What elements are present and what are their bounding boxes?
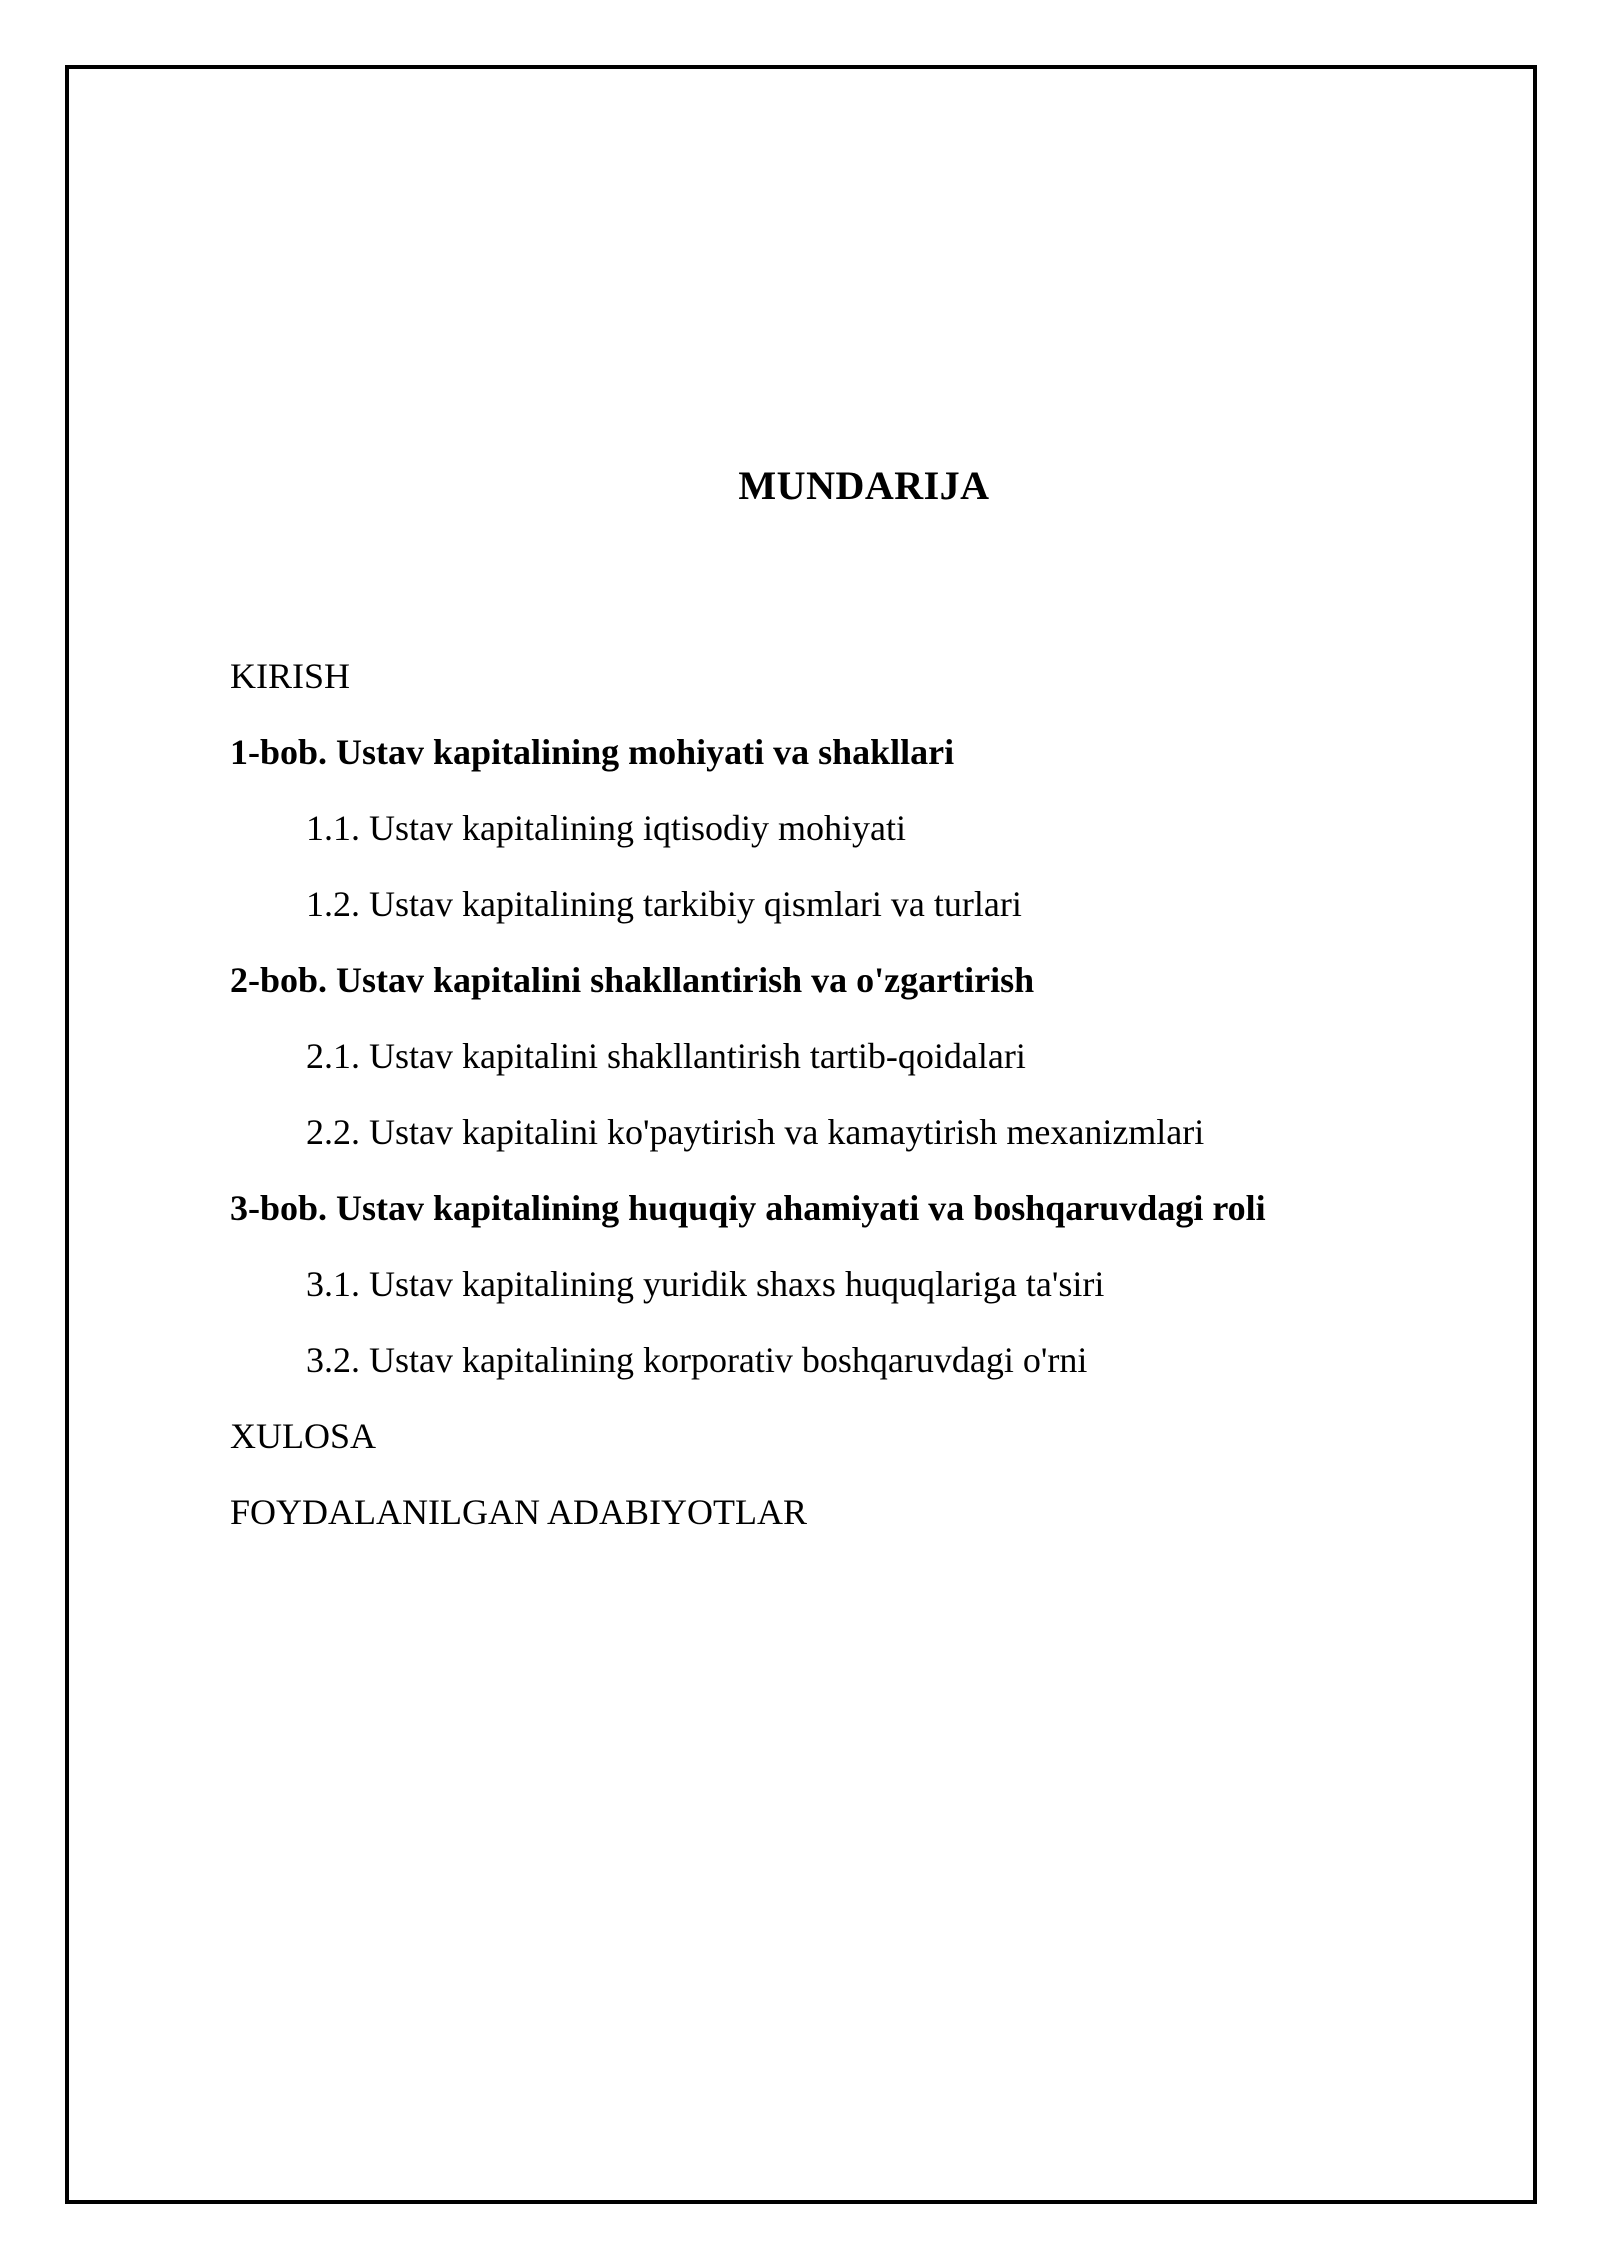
toc-entry-references: FOYDALANILGAN ADABIYOTLAR xyxy=(230,1492,807,1532)
toc-entry-section-2-2: 2.2. Ustav kapitalini ko'paytirish va kamaytirish mexanizmlari xyxy=(306,1112,1205,1152)
toc-entry-section-3-1: 3.1. Ustav kapitalining yuridik shaxs huquqlariga ta'siri xyxy=(306,1264,1105,1304)
table-of-contents xyxy=(230,638,1490,1550)
page-title: MUNDARIJA xyxy=(738,463,990,508)
toc-entry-chapter-3: 3-bob. Ustav kapitalining huquqiy ahamiyati va boshqaruvdagi roli xyxy=(230,1188,1266,1228)
toc-entry-section-1-1: 1.1. Ustav kapitalining iqtisodiy mohiyati xyxy=(306,808,906,848)
toc-entry-chapter-2: 2-bob. Ustav kapitalini shakllantirish va o'zgartirish xyxy=(230,960,1035,1000)
toc-entry-conclusion: XULOSA xyxy=(230,1416,377,1456)
toc-entry-section-1-2: 1.2. Ustav kapitalining tarkibiy qismlari va turlari xyxy=(306,884,1022,924)
toc-entry-section-2-1: 2.1. Ustav kapitalini shakllantirish tartib-qoidalari xyxy=(306,1036,1026,1076)
toc-entry-section-3-2: 3.2. Ustav kapitalining korporativ boshqaruvdagi o'rni xyxy=(306,1340,1088,1380)
toc-entry-introduction: KIRISH xyxy=(230,656,351,696)
toc-entry-chapter-1: 1-bob. Ustav kapitalining mohiyati va shakllari xyxy=(230,732,955,772)
